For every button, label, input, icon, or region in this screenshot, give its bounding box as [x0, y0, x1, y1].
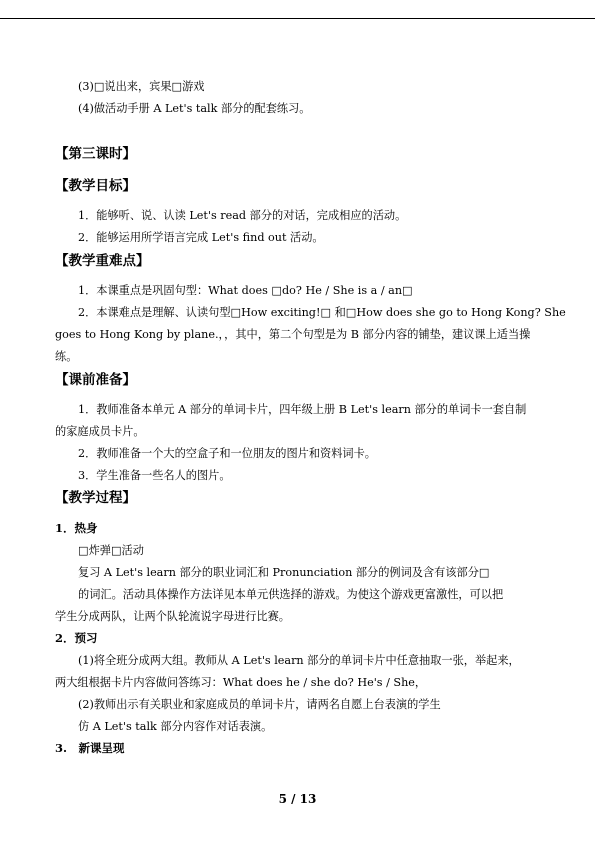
text-line: 复习 A Let's learn 部分的职业词汇和 Pronunciation 部分的例词及含有该部分□: [78, 566, 490, 579]
section-heading: 【教学重难点】: [55, 253, 150, 269]
text-line: 仿 A Let's talk 部分内容作对话表演。: [78, 720, 273, 733]
text-line: 两大组根据卡片内容做问答练习：What does he / she do? He's / She，: [55, 676, 427, 689]
text-line: 1．能够听、说、认读 Let's read 部分的对话，完成相应的活动。: [78, 209, 407, 222]
text-line: 2．本课难点是理解、认读句型□How exciting!□ 和□How does she go to Hong Kong? She: [78, 306, 566, 319]
text-line: 2．教师准备一个大的空盒子和一位朋友的图片和资料词卡。: [78, 447, 376, 460]
text-line: (2)教师出示有关职业和家庭成员的单词卡片，请两名自愿上台表演的学生: [78, 698, 441, 711]
text-line: 1．本课重点是巩固句型：What does □do? He / She is a / an□: [78, 284, 413, 297]
section-heading: 【第三课时】: [55, 146, 136, 162]
text-line: 3．学生准备一些名人的图片。: [78, 469, 231, 482]
text-line: 1．教师准备本单元 A 部分的单词卡片，四年级上册 B Let's learn 部分的单词卡一套自制: [78, 403, 527, 416]
section-heading: 【教学过程】: [55, 490, 136, 506]
section-heading: 【课前准备】: [55, 372, 136, 388]
section-heading: 【教学目标】: [55, 178, 136, 194]
text-line: 的家庭成员卡片。: [55, 425, 145, 438]
step-title: 3. 新课呈现: [55, 741, 125, 755]
text-line: 2．能够运用所学语言完成 Let's find out 活动。: [78, 231, 324, 244]
text-line: □炸弹□活动: [78, 544, 144, 557]
page-number: 5 / 13: [278, 792, 317, 806]
text-line: 的词汇。活动具体操作方法详见本单元供选择的游戏。为使这个游戏更富激性，可以把: [78, 588, 504, 601]
text-line: 学生分成两队，让两个队轮流说字母进行比赛。: [55, 610, 290, 623]
text-line: (4)做活动手册 A Let's talk 部分的配套练习。: [78, 102, 311, 115]
text-line: (3)□说出来，宾果□游戏: [78, 80, 205, 93]
text-line: goes to Hong Kong by plane.，，其中，第二个句型是为 B 部分内容的铺垫，建议课上适当操: [55, 328, 531, 341]
text-line: (1)将全班分成两大组。教师从 A Let's learn 部分的单词卡片中任意抽取一张，举起来，: [78, 654, 520, 667]
header-rule: [0, 18, 595, 19]
text-line: 练。: [55, 350, 78, 363]
step-title: 2．预习: [55, 631, 98, 645]
step-title: 1．热身: [55, 521, 98, 535]
